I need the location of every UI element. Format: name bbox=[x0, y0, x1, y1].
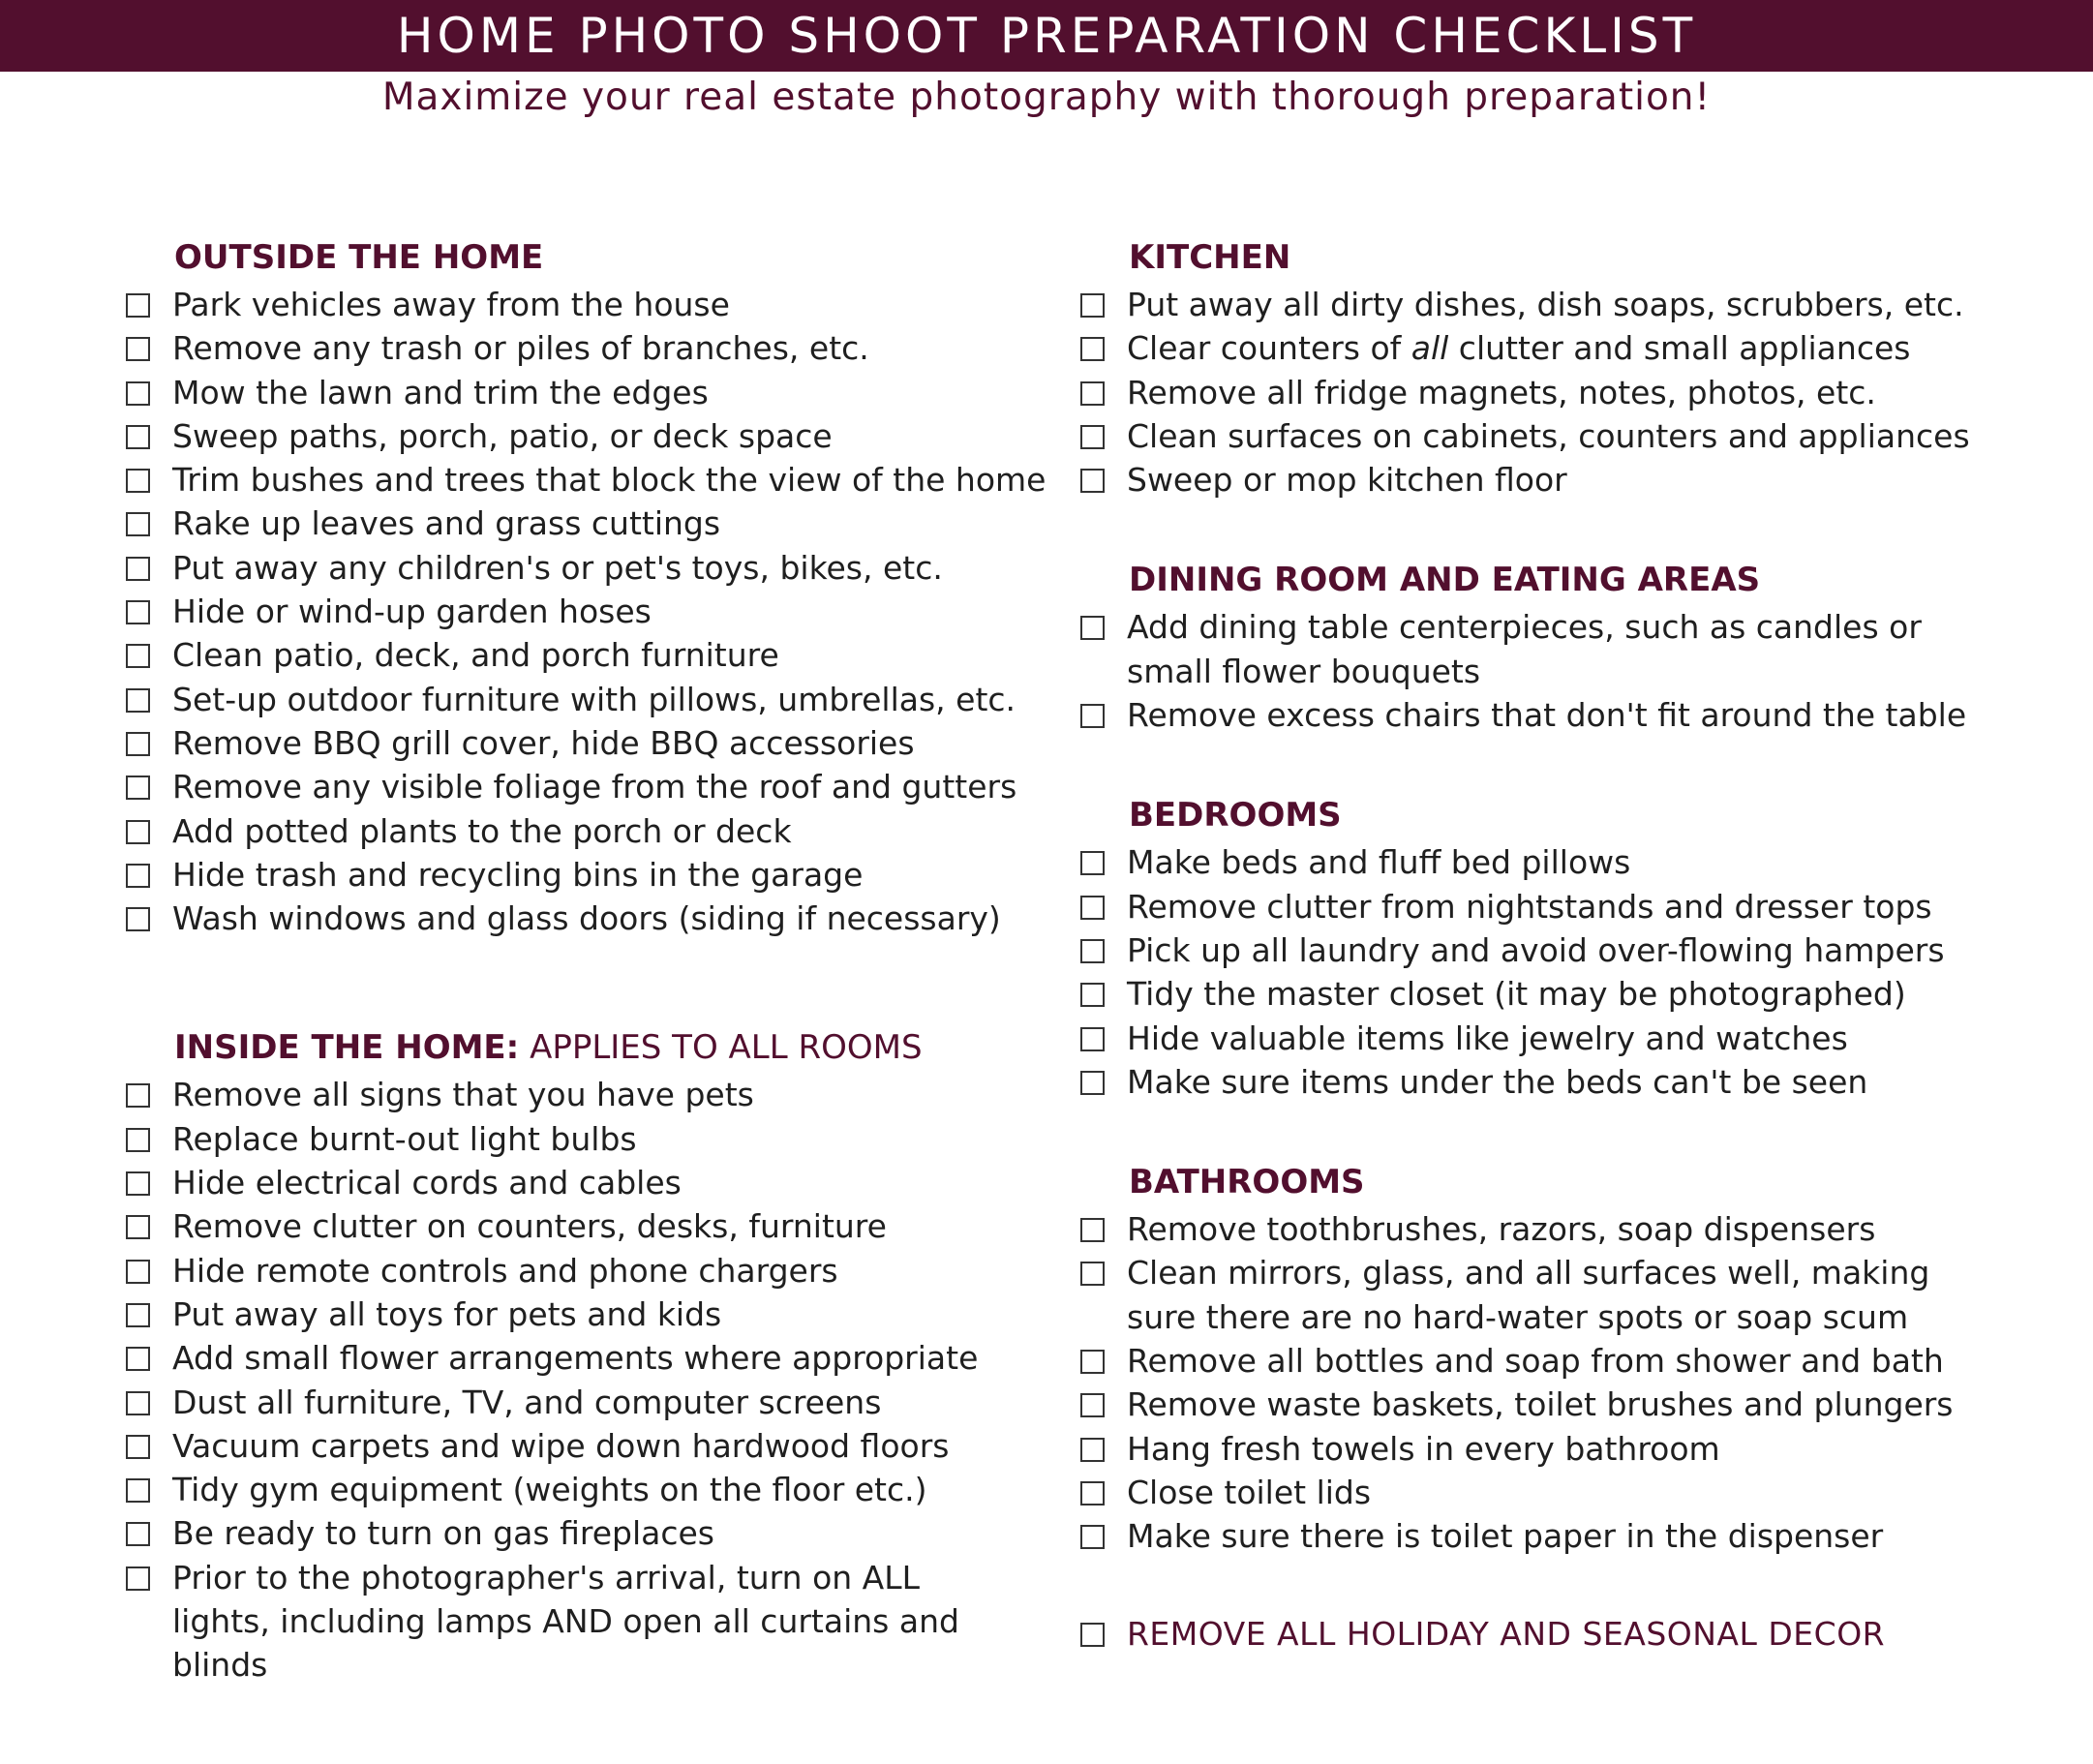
checklist-item-label: Wash windows and glass doors (siding if necessary) bbox=[172, 899, 1001, 938]
checklist-item-label: Tidy the master closet (it may be photographed) bbox=[1127, 975, 1906, 1014]
checklist-item-label: Mow the lawn and trim the edges bbox=[172, 373, 709, 411]
checklist-item-label: Pick up all laundry and avoid over-flowing hampers bbox=[1127, 930, 1945, 969]
checklist-item-label: Replace burnt-out light bulbs bbox=[172, 1119, 637, 1158]
checklist-item-label: Dust all furniture, TV, and computer screens bbox=[172, 1383, 882, 1421]
checklist-item-label: Prior to the photographer's arrival, turn on ALL lights, including lamps AND open all curtains and blinds bbox=[172, 1558, 959, 1685]
checklist-item[interactable] bbox=[124, 897, 1024, 940]
inside-checklist bbox=[124, 1073, 1024, 1687]
spacer bbox=[1078, 1559, 2047, 1612]
checkbox-icon[interactable] bbox=[126, 1215, 150, 1239]
checklist-item-label bbox=[1127, 326, 1910, 370]
section-outside-the-home bbox=[124, 232, 1046, 940]
checklist-item-label: Remove clutter from nightstands and dresser tops bbox=[1127, 887, 1932, 926]
checkbox-icon[interactable] bbox=[1080, 293, 1105, 318]
checkbox-icon[interactable] bbox=[1080, 704, 1105, 728]
final-checklist bbox=[1078, 1612, 2047, 1656]
checkbox-icon[interactable] bbox=[126, 1566, 150, 1591]
checklist-item[interactable] bbox=[124, 414, 1024, 458]
kitchen-checklist bbox=[1078, 283, 2047, 502]
checklist-item[interactable] bbox=[124, 458, 1046, 502]
emphasis-text: all bbox=[1410, 329, 1449, 368]
checklist-item-label: Remove all signs that you have pets bbox=[172, 1076, 754, 1114]
checklist-item[interactable] bbox=[124, 1556, 1024, 1688]
checklist-item-label: Be ready to turn on gas fireplaces bbox=[172, 1514, 714, 1553]
header-banner bbox=[0, 0, 2093, 72]
checklist-item-label: Add dining table centerpieces, such as candles or small flower bouquets bbox=[1127, 608, 1922, 690]
checklist-item-label: Remove any visible foliage from the roof and gutters bbox=[172, 768, 1017, 806]
outside-checklist bbox=[124, 283, 1046, 940]
left-column bbox=[124, 232, 1046, 1688]
checklist-item-label: Remove waste baskets, toilet brushes and plungers bbox=[1127, 1385, 1954, 1424]
checklist-item[interactable] bbox=[1078, 693, 2047, 737]
checklist-item-label: Hide remote controls and phone chargers bbox=[172, 1251, 838, 1290]
checklist-item-label: Trim bushes and trees that block the view of the home bbox=[172, 461, 1046, 500]
checkbox-icon[interactable] bbox=[126, 337, 150, 361]
checklist-item[interactable] bbox=[1078, 1383, 2047, 1426]
checkbox-icon[interactable] bbox=[1080, 1623, 1105, 1647]
checkbox-icon[interactable] bbox=[1080, 1393, 1105, 1417]
section-title-inside-bold: INSIDE THE HOME: bbox=[174, 1028, 520, 1068]
checklist-item[interactable] bbox=[1078, 972, 2047, 1016]
checklist-item[interactable] bbox=[124, 1073, 1024, 1116]
checklist-item[interactable] bbox=[124, 721, 1024, 765]
checklist-item-label: Clean patio, deck, and porch furniture bbox=[172, 636, 779, 675]
checklist-item-label: REMOVE ALL HOLIDAY AND SEASONAL DECOR bbox=[1127, 1614, 1886, 1653]
checkbox-icon[interactable] bbox=[126, 1435, 150, 1459]
spacer bbox=[1078, 502, 2047, 555]
bedrooms-checklist bbox=[1078, 840, 2047, 1104]
checkbox-icon[interactable] bbox=[1080, 469, 1105, 493]
section-title-kitchen: KITCHEN bbox=[1129, 238, 1291, 277]
checklist-item-label: Remove all bottles and soap from shower and bath bbox=[1127, 1342, 1944, 1381]
checkbox-icon[interactable] bbox=[1080, 1071, 1105, 1095]
checklist-item-label: Remove BBQ grill cover, hide BBQ accessories bbox=[172, 723, 915, 762]
bathrooms-checklist bbox=[1078, 1207, 2047, 1558]
checklist-item[interactable] bbox=[124, 371, 1024, 414]
checklist-item[interactable] bbox=[1078, 1207, 2047, 1251]
section-title-bathrooms: BATHROOMS bbox=[1129, 1163, 1365, 1202]
checklist-item[interactable] bbox=[1078, 1251, 2047, 1339]
checkbox-icon[interactable] bbox=[126, 512, 150, 536]
checkbox-icon[interactable] bbox=[126, 1303, 150, 1327]
checklist-item[interactable] bbox=[124, 1293, 1024, 1336]
checklist-item[interactable] bbox=[124, 1336, 1024, 1380]
checklist-item-label: Make sure there is toilet paper in the dispenser bbox=[1127, 1517, 1884, 1556]
checklist-item[interactable] bbox=[1078, 885, 2047, 928]
section-bedrooms bbox=[1078, 790, 2047, 1104]
checkbox-icon[interactable] bbox=[126, 1478, 150, 1503]
checkbox-icon[interactable] bbox=[1080, 616, 1105, 640]
checklist-item-label: Hide or wind-up garden hoses bbox=[172, 593, 652, 631]
checklist-item-label: Remove excess chairs that don't fit around the table bbox=[1127, 696, 1967, 735]
section-title-outside: OUTSIDE THE HOME bbox=[174, 238, 544, 277]
section-kitchen bbox=[1078, 232, 2047, 502]
checklist-item-label: Make beds and fluff bed pillows bbox=[1127, 843, 1631, 882]
section-title-inside bbox=[174, 1022, 1024, 1073]
checklist-item-label: Make sure items under the beds can't be seen bbox=[1127, 1062, 1868, 1101]
checkbox-icon[interactable] bbox=[1080, 1481, 1105, 1505]
checklist-item-label: Add small flower arrangements where appropriate bbox=[172, 1339, 979, 1378]
checklist-item-label-part: Clear counters of bbox=[1127, 329, 1411, 368]
checkbox-icon[interactable] bbox=[126, 820, 150, 844]
checklist-item-label: Remove toothbrushes, razors, soap dispensers bbox=[1127, 1210, 1876, 1249]
section-title-inside-rest: APPLIES TO ALL ROOMS bbox=[519, 1028, 923, 1068]
checkbox-icon[interactable] bbox=[1080, 896, 1105, 920]
checklist-item[interactable] bbox=[1078, 840, 2047, 884]
section-inside-the-home bbox=[124, 1022, 1024, 1687]
checkbox-icon[interactable] bbox=[126, 688, 150, 713]
checklist-item[interactable] bbox=[124, 546, 1024, 590]
checkbox-icon[interactable] bbox=[1080, 1027, 1105, 1051]
checkbox-icon[interactable] bbox=[126, 381, 150, 406]
spacer bbox=[1078, 737, 2047, 790]
checklist-item[interactable] bbox=[124, 590, 1024, 633]
section-dining bbox=[1078, 555, 2047, 737]
checkbox-icon[interactable] bbox=[1080, 983, 1105, 1007]
checkbox-icon[interactable] bbox=[126, 557, 150, 581]
checklist-item-label: Vacuum carpets and wipe down hardwood floors bbox=[172, 1426, 950, 1465]
checklist-item-label: Remove any trash or piles of branches, etc. bbox=[172, 329, 869, 368]
checklist-item[interactable] bbox=[124, 326, 1024, 370]
checklist-item[interactable] bbox=[1078, 1427, 2047, 1471]
spacer bbox=[1078, 1104, 2047, 1157]
section-title-bedrooms: BEDROOMS bbox=[1129, 796, 1342, 836]
checklist-item[interactable] bbox=[124, 1117, 1024, 1161]
checklist-item[interactable] bbox=[1078, 1514, 2047, 1558]
checklist-item[interactable] bbox=[124, 1381, 1024, 1424]
checklist-item[interactable] bbox=[124, 1511, 1024, 1555]
checkbox-icon[interactable] bbox=[126, 425, 150, 449]
checkbox-icon[interactable] bbox=[126, 1171, 150, 1196]
checkbox-icon[interactable] bbox=[126, 1260, 150, 1284]
checklist-item-label: Park vehicles away from the house bbox=[172, 286, 730, 323]
checkbox-icon[interactable] bbox=[126, 1347, 150, 1371]
checklist-item-label: Rake up leaves and grass cuttings bbox=[172, 504, 721, 543]
checklist-item[interactable] bbox=[1078, 605, 2047, 693]
dining-checklist bbox=[1078, 605, 2047, 737]
checklist-item-label: Put away all toys for pets and kids bbox=[172, 1294, 722, 1333]
checklist-item[interactable] bbox=[124, 283, 1024, 326]
checkbox-icon[interactable] bbox=[1080, 425, 1105, 449]
checklist-item[interactable] bbox=[124, 1424, 1024, 1468]
checklist-item-label: Hide electrical cords and cables bbox=[172, 1164, 682, 1202]
checklist-item[interactable] bbox=[124, 633, 1024, 677]
checkbox-icon[interactable] bbox=[126, 644, 150, 668]
checkbox-icon[interactable] bbox=[1080, 1525, 1105, 1549]
checklist-item-label: Close toilet lids bbox=[1127, 1473, 1372, 1511]
checklist-item-label: Set-up outdoor furniture with pillows, umbrellas, etc. bbox=[172, 680, 1016, 718]
checkbox-icon[interactable] bbox=[1080, 381, 1105, 406]
checkbox-icon[interactable] bbox=[1080, 1438, 1105, 1462]
checklist-item[interactable] bbox=[1078, 371, 2047, 414]
checklist-item[interactable] bbox=[124, 502, 1024, 545]
checklist-item[interactable] bbox=[1078, 414, 2047, 458]
checklist-item[interactable] bbox=[1078, 283, 2047, 326]
checkbox-icon[interactable] bbox=[1080, 1262, 1105, 1286]
checkbox-icon[interactable] bbox=[126, 776, 150, 800]
checklist-item[interactable] bbox=[1078, 1471, 2047, 1514]
checklist-item-label: Sweep or mop kitchen floor bbox=[1127, 461, 1567, 500]
checklist-item[interactable] bbox=[1078, 1060, 2047, 1104]
spacer bbox=[124, 940, 1024, 1022]
page-subtitle: Maximize your real estate photography with thorough preparation! bbox=[381, 76, 1712, 119]
checklist-item[interactable] bbox=[124, 853, 1024, 897]
checkbox-icon[interactable] bbox=[1080, 851, 1105, 875]
checklist-item-label: Hide trash and recycling bins in the garage bbox=[172, 855, 864, 894]
checklist-item-label: Sweep paths, porch, patio, or deck space bbox=[172, 416, 833, 455]
checklist-item-label: Clean mirrors, glass, and all surfaces well, making sure there are no hard-water spots or soap scum bbox=[1127, 1254, 1930, 1336]
checklist-item[interactable] bbox=[1078, 1017, 2047, 1060]
checkbox-icon[interactable] bbox=[126, 907, 150, 931]
checklist-item[interactable] bbox=[124, 1204, 1024, 1248]
checklist-item-label: Clean surfaces on cabinets, counters and appliances bbox=[1127, 416, 1970, 455]
checkbox-icon[interactable] bbox=[126, 293, 150, 318]
checkbox-icon[interactable] bbox=[126, 864, 150, 888]
checkbox-icon[interactable] bbox=[126, 469, 150, 493]
checkbox-icon[interactable] bbox=[1080, 1350, 1105, 1374]
checklist-item[interactable] bbox=[124, 1249, 1024, 1293]
checklist-item-label: Remove clutter on counters, desks, furniture bbox=[172, 1207, 887, 1246]
checkbox-icon[interactable] bbox=[1080, 939, 1105, 963]
checkbox-icon[interactable] bbox=[126, 1391, 150, 1415]
checkbox-icon[interactable] bbox=[126, 1522, 150, 1546]
checklist-item[interactable] bbox=[124, 765, 1024, 808]
section-bathrooms bbox=[1078, 1157, 2047, 1558]
checklist-item[interactable] bbox=[1078, 458, 2047, 502]
checklist-item[interactable] bbox=[124, 1468, 1024, 1511]
checkbox-icon[interactable] bbox=[1080, 337, 1105, 361]
checklist-item-label: Put away all dirty dishes, dish soaps, scrubbers, etc. bbox=[1127, 286, 1964, 323]
checklist-item-holiday-decor[interactable] bbox=[1078, 1612, 2047, 1656]
checkbox-icon[interactable] bbox=[1080, 1218, 1105, 1242]
checklist-item[interactable] bbox=[1078, 928, 2047, 972]
checklist-item-label: Hide valuable items like jewelry and watches bbox=[1127, 1019, 1848, 1057]
checkbox-icon[interactable] bbox=[126, 1083, 150, 1108]
checklist-item[interactable] bbox=[124, 678, 1024, 721]
checkbox-icon[interactable] bbox=[126, 600, 150, 624]
checklist-item[interactable] bbox=[1078, 1339, 2047, 1383]
page-title: HOME PHOTO SHOOT PREPARATION CHECKLIST bbox=[396, 8, 1697, 64]
checklist-item-label: Add potted plants to the porch or deck bbox=[172, 811, 792, 850]
checklist-item[interactable] bbox=[124, 1161, 1024, 1204]
right-column bbox=[1078, 232, 2047, 1656]
checkbox-icon[interactable] bbox=[126, 1128, 150, 1152]
checkbox-icon[interactable] bbox=[126, 732, 150, 756]
section-title-dining: DINING ROOM AND EATING AREAS bbox=[1129, 561, 1761, 600]
checklist-item-label: Tidy gym equipment (weights on the floor etc.) bbox=[172, 1471, 927, 1509]
checklist-item[interactable] bbox=[1078, 326, 2047, 370]
checklist-item-label: Hang fresh towels in every bathroom bbox=[1127, 1429, 1720, 1468]
checklist-item-label: Remove all fridge magnets, notes, photos, etc. bbox=[1127, 373, 1876, 411]
checklist-item[interactable] bbox=[124, 809, 1024, 853]
checklist-item-label-part: clutter and small appliances bbox=[1448, 329, 1911, 368]
checklist-item-label: Put away any children's or pet's toys, bikes, etc. bbox=[172, 548, 943, 587]
